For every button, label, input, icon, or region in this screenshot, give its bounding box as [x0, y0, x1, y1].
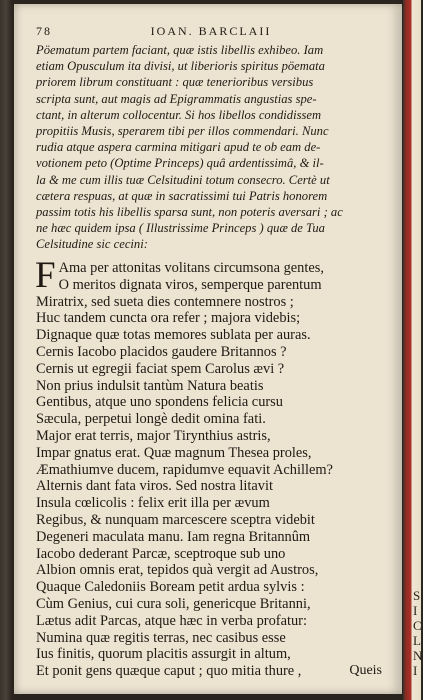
verse-line: Numina quæ regitis terras, nec casibus esse [36, 629, 286, 646]
book-page [14, 4, 402, 694]
verse-line: Iacobo dederant Parcæ, sceptroque sub uno [36, 545, 286, 562]
prose-line: scripta sunt, aut magis ad Epigrammatis angustias spe- [36, 91, 317, 106]
prose-line: priorem librum constituant : quæ tenerioribus versibus [36, 75, 314, 90]
drop-capital: F [35, 255, 56, 296]
page-header [36, 24, 386, 40]
page-number: 78 [36, 24, 52, 38]
verse-line: Æmathiumve ducem, rapidumve equavit Achillem? [36, 461, 333, 478]
verse-line: Sæcula, perpetui longè dedit omina fati. [36, 411, 266, 428]
prose-line: propitiis Musis, sperarem tibi per illos commendari. Nunc [36, 124, 329, 139]
dedication-prose [36, 42, 390, 253]
prose-line: la & me cum illis tuæ Celsitudini totum consecro. Certè ut [36, 172, 330, 187]
verse-line: Impar gnatus erat. Quæ magnum Thesea proles, [36, 444, 312, 461]
verse-line: Non prius indulsit tantùm Natura beatis [36, 377, 264, 394]
verse-line: Et ponit gens quæque caput ; quo mitia thure , [36, 663, 302, 680]
verse-line: Gentibus, atque uno spondens felicia cursu [36, 394, 283, 411]
prose-line: passim totis his libellis sparsa sunt, non poteris aversari ; ac [36, 205, 343, 220]
prose-line: rudia atque aspera carmina mitigari apud te ob eam de- [36, 140, 321, 155]
prose-line: ctant, in alterum collocentur. Si hos libellos condidissem [36, 107, 322, 122]
catchword: Queis [349, 663, 382, 678]
running-title: IOAN. BARCLAII [150, 24, 272, 38]
verse-line: Cernis Iacobo placidos gaudere Britannos ? [36, 343, 287, 360]
facing-glyph: I [413, 603, 418, 618]
facing-page-edge [403, 0, 421, 700]
verse-line: Albion omnis erat, tepidos quà vergit ad Austros, [36, 562, 319, 579]
verse-line: O meritos dignata viros, semperque parentum [58, 276, 322, 293]
verse-line: Ius finitis, quorum placitis assurgit in altum, [36, 646, 291, 663]
facing-glyph: L [413, 633, 421, 648]
prose-line: Pöematum partem faciant, quæ istis libellis exhibeo. Iam [36, 43, 324, 57]
prose-line: etiam Opusculum ita divisi, ut liberioris spiritus pöemata [36, 59, 325, 74]
verse-line: Lætus adit Parcas, atque hæc in verba profatur: [36, 612, 307, 629]
verse-line: Cùm Genius, cui cura soli, genericque Britanni, [36, 595, 311, 612]
verse-line: Quaque Caledoniis Boream petit ardua sylvis : [36, 579, 305, 596]
verse-line: Alternis dant fata viros. Sed nostra litavit [36, 478, 273, 495]
poem-verse [35, 255, 396, 680]
verse-line: Huc tandem cuncta ora refer ; majora videbis; [36, 310, 301, 327]
verse-line: Miratrix, sed sueta dies contemnere nostros ; [36, 293, 294, 310]
verse-line: Degeneri maculata manu. Iam regna Britannûm [36, 528, 311, 545]
prose-line: ne hæc quidem ipsa ( Illustrissime Princeps ) quæ de Tua [36, 221, 325, 236]
verse-line: Regibus, & nunquam marcescere sceptra videbit [36, 511, 315, 528]
prose-line: Celsitudine sic cecini: [36, 237, 148, 252]
verse-line: Major erat terris, major Tirynthius astris, [36, 427, 271, 444]
facing-glyph: I [413, 663, 418, 678]
prose-line: votionem peto (Optime Princeps) quâ ardentissimâ, & il- [36, 156, 324, 171]
facing-glyph: S [413, 588, 421, 603]
facing-page-glyphs [413, 588, 423, 678]
verse-line-first: Ama per attonitas volitans circumsona gentes, [58, 260, 324, 276]
facing-glyph: N [413, 648, 423, 663]
verse-line: Cernis ut egregii faciat spem Carolus ævi ? [36, 360, 285, 377]
verse-line: Dignaque quæ totas memores sublata per auras. [36, 327, 311, 344]
verse-line: Insula cœlicolis : felix erit illa per ævum [36, 495, 270, 512]
prose-line: cætera respuas, at quæ in sacratissimi tui Patris honorem [36, 188, 328, 203]
facing-glyph: C [413, 618, 422, 633]
